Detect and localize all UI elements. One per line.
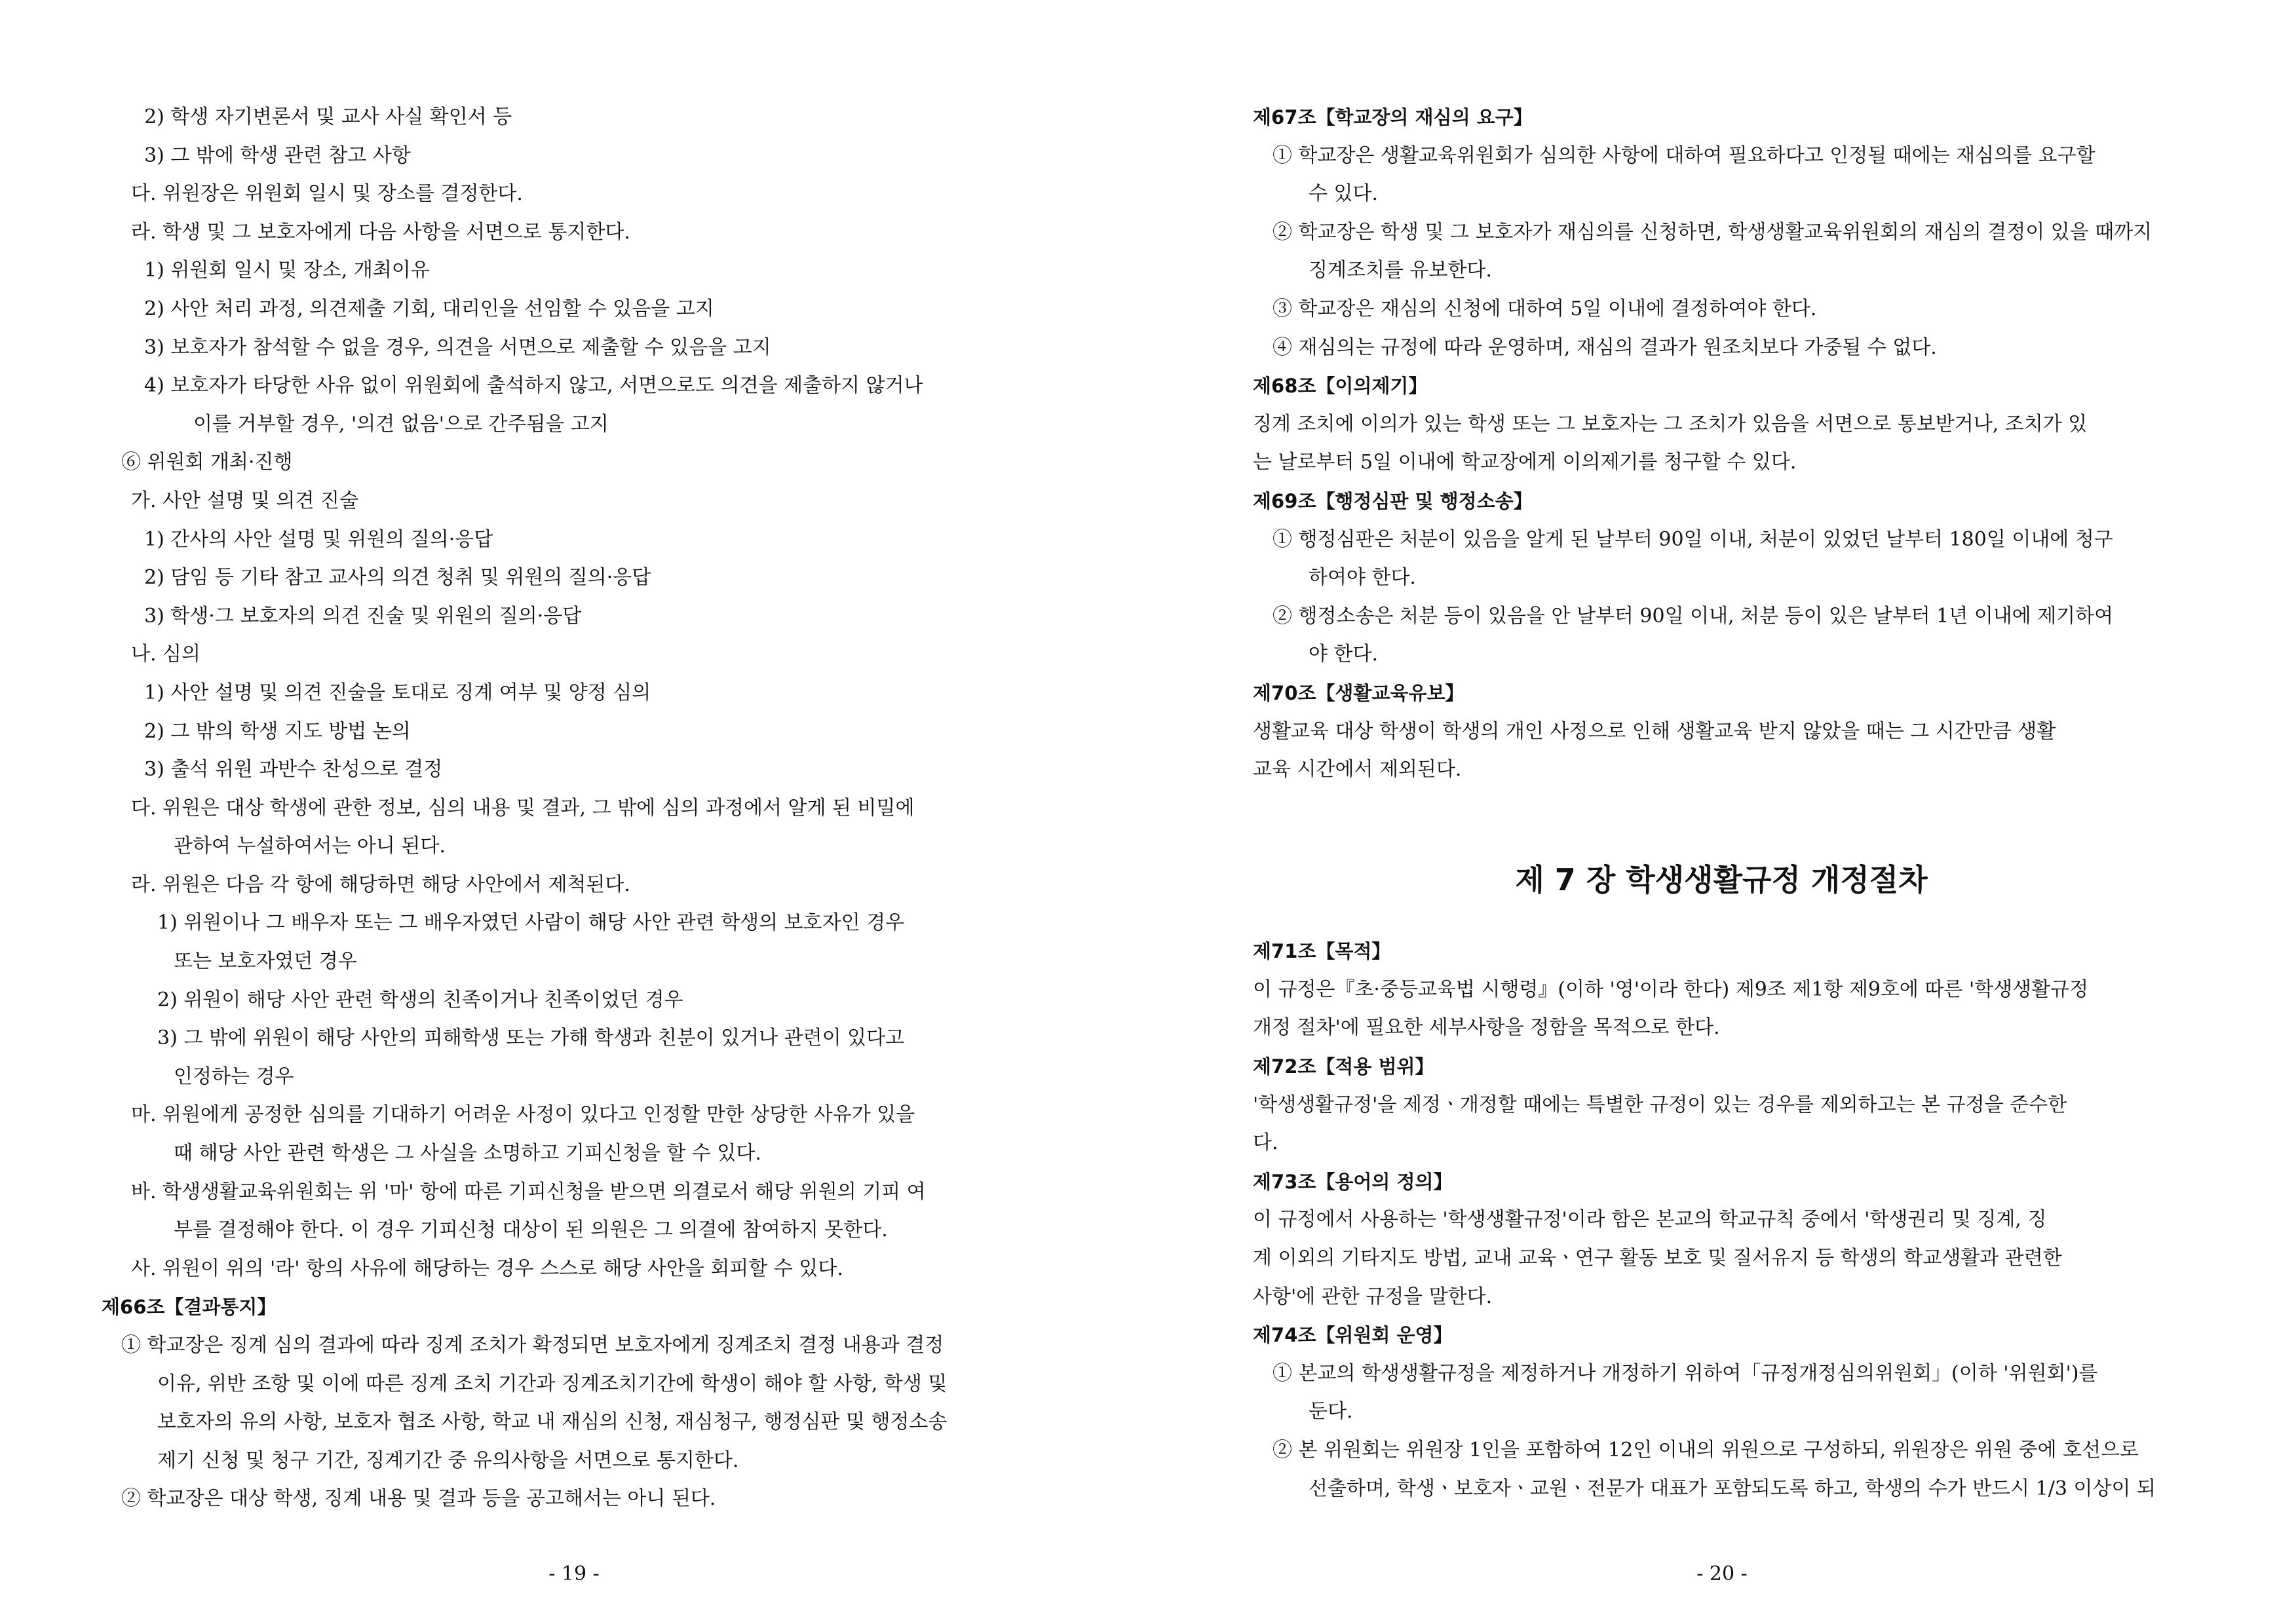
- text-line: 는 날로부터 5일 이내에 학교장에게 이의제기를 청구할 수 있다.: [1253, 451, 1797, 474]
- text-line: ① 행정심판은 처분이 있음을 알게 된 날부터 90일 이내, 처분이 있었던 날부터 180일 이내에 청구: [1272, 527, 2113, 551]
- article-heading: 제70조【생활교육유보】: [1253, 681, 1464, 704]
- article-heading: 제67조【학교장의 재심의 요구】: [1253, 106, 1533, 128]
- text-line: 생활교육 대상 학생이 학생의 개인 사정으로 인해 생활교육 받지 않았을 때는 그 시간만큼 생활: [1253, 719, 2056, 743]
- text-line: '학생생활규정'을 제정ㆍ개정할 때에는 특별한 규정이 있는 경우를 제외하고는 본 규정을 준수한: [1253, 1093, 2067, 1116]
- text-line: ② 행정소송은 처분 등이 있음을 안 날부터 90일 이내, 처분 등이 있은 날부터 1년 이내에 제기하여: [1272, 604, 2114, 628]
- text-line: ② 학교장은 대상 학생, 징계 내용 및 결과 등을 공고해서는 아니 된다.: [121, 1487, 716, 1511]
- text-line: 인정하는 경우: [174, 1065, 294, 1088]
- text-line: 3) 보호자가 참석할 수 없을 경우, 의견을 서면으로 제출할 수 있음을 고지: [144, 335, 771, 359]
- articles-71-74: [1253, 932, 2190, 1508]
- text-line: 3) 그 밖에 학생 관련 참고 사항: [144, 143, 411, 167]
- text-line: 징계 조치에 이의가 있는 학생 또는 그 보호자는 그 조치가 있음을 서면으로 통보받거나, 조치가 있: [1253, 412, 2088, 436]
- text-line: 둔다.: [1309, 1400, 1353, 1424]
- text-line: 나. 심의: [131, 643, 201, 666]
- text-line: 사. 위원이 위의 '라' 항의 사유에 해당하는 경우 스스로 해당 사안을 회피할 수 있다.: [131, 1256, 843, 1280]
- page-19-body: [102, 98, 1058, 1519]
- page-number: - 20 -: [1696, 1562, 1748, 1585]
- text-line: 라. 위원은 다음 각 항에 해당하면 해당 사안에서 제척된다.: [131, 873, 630, 896]
- text-line: 관하여 누설하여서는 아니 된다.: [174, 835, 446, 858]
- text-line: 다. 위원은 대상 학생에 관한 정보, 심의 내용 및 결과, 그 밖에 심의 과정에서 알게 된 비밀에: [131, 796, 915, 820]
- text-line: 계 이외의 기타지도 방법, 교내 교육ㆍ연구 활동 보호 및 질서유지 등 학생의 학교생활과 관련한: [1253, 1247, 2062, 1270]
- text-line: ② 본 위원회는 위원장 1인을 포함하여 12인 이내의 위원으로 구성하되, 위원장은 위원 중에 호선으로: [1272, 1439, 2139, 1462]
- text-line: 2) 사안 처리 과정, 의견제출 기회, 대리인을 선임할 수 있음을 고지: [144, 297, 714, 320]
- text-line: 1) 위원이나 그 배우자 또는 그 배우자였던 사람이 해당 사안 관련 학생의 보호자인 경우: [157, 911, 905, 935]
- text-line: 이유, 위반 조항 및 이에 따른 징계 조치 기간과 징계조치기간에 학생이 해야 할 사항, 학생 및: [157, 1372, 947, 1395]
- article-heading: 제71조【목적】: [1253, 940, 1391, 963]
- text-line: 2) 담임 등 기타 참고 교사의 의견 청취 및 위원의 질의·응답: [144, 566, 651, 590]
- text-line: 개정 절차'에 필요한 세부사항을 정함을 목적으로 한다.: [1253, 1016, 1720, 1040]
- text-line: 1) 사안 설명 및 의견 진술을 토대로 징계 여부 및 양정 심의: [144, 681, 651, 704]
- text-line: 2) 학생 자기변론서 및 교사 사실 확인서 등: [144, 105, 512, 128]
- text-line: 이를 거부할 경우, '의견 없음'으로 간주됨을 고지: [193, 412, 609, 436]
- text-line: ① 학교장은 징계 심의 결과에 따라 징계 조치가 확정되면 보호자에게 징계조치 결정 내용과 결정: [121, 1334, 944, 1357]
- text-line: 부를 결정해야 한다. 이 경우 기피신청 대상이 된 의원은 그 의결에 참여하지 못한다.: [174, 1218, 888, 1242]
- text-line: 1) 위원회 일시 및 장소, 개최이유: [144, 259, 430, 282]
- page-number: - 19 -: [548, 1562, 600, 1585]
- text-line: 이 규정은『초·중등교육법 시행령』(이하 '영'이라 한다) 제9조 제1항 제9호에 따른 '학생생활규정: [1253, 977, 2089, 1001]
- text-line: ① 본교의 학생생활규정을 제정하거나 개정하기 위하여「규정개정심의위원회」(이하 '위원회')를: [1272, 1361, 2098, 1385]
- text-line: 4) 보호자가 타당한 사유 없이 위원회에 출석하지 않고, 서면으로도 의견을 제출하지 않거나: [144, 374, 923, 398]
- text-line: 야 한다.: [1309, 643, 1379, 666]
- text-line: 2) 위원이 해당 사안 관련 학생의 친족이거나 친족이었던 경우: [157, 988, 683, 1011]
- text-line: 선출하며, 학생ㆍ보호자ㆍ교원ㆍ전문가 대표가 포함되도록 하고, 학생의 수가 반드시 1/3 이상이 되: [1309, 1477, 2156, 1500]
- text-line: 마. 위원에게 공정한 심의를 기대하기 어려운 사정이 있다고 인정할 만한 상당한 사유가 있을: [131, 1103, 915, 1127]
- text-line: 1) 간사의 사안 설명 및 위원의 질의·응답: [144, 527, 493, 551]
- text-line: 라. 학생 및 그 보호자에게 다음 사항을 서면으로 통지한다.: [131, 220, 630, 244]
- text-line: 또는 보호자였던 경우: [174, 950, 357, 973]
- article-heading: 제69조【행정심판 및 행정소송】: [1253, 489, 1533, 512]
- text-line: 징계조치를 유보한다.: [1309, 259, 1492, 282]
- text-line: 3) 출석 위원 과반수 찬성으로 결정: [144, 758, 443, 782]
- text-line: 3) 학생·그 보호자의 의견 진술 및 위원의 질의·응답: [144, 604, 582, 628]
- articles-67-70: [1253, 98, 2190, 789]
- text-line: 교육 시간에서 제외된다.: [1253, 758, 1462, 782]
- text-line: 보호자의 유의 사항, 보호자 협조 사항, 학교 내 재심의 신청, 재심청구, 행정심판 및 행정소송: [157, 1410, 947, 1434]
- text-line: 2) 그 밖의 학생 지도 방법 논의: [144, 719, 411, 743]
- text-line: 3) 그 밖에 위원이 해당 사안의 피해학생 또는 가해 학생과 친분이 있거나 관련이 있다고: [157, 1027, 905, 1050]
- text-line: ③ 학교장은 재심의 신청에 대하여 5일 이내에 결정하여야 한다.: [1272, 297, 1817, 320]
- article-heading: 제73조【용어의 정의】: [1253, 1170, 1453, 1193]
- text-line: 하여야 한다.: [1309, 566, 1416, 590]
- chapter-title: 제 7 장 학생생활규정 개정절차: [1515, 862, 1928, 898]
- text-line: 가. 사안 설명 및 의견 진술: [131, 489, 359, 512]
- page-20: [1148, 0, 2296, 1624]
- text-line: 사항'에 관한 규정을 말한다.: [1253, 1285, 1493, 1308]
- article-heading: 제68조【이의제기】: [1253, 375, 1428, 398]
- text-line: 바. 학생생활교육위원회는 위 '마' 항에 따른 기피신청을 받으면 의결로서 해당 위원의 기피 여: [131, 1180, 926, 1203]
- text-line: 다. 위원장은 위원회 일시 및 장소를 결정한다.: [131, 182, 523, 206]
- text-line: ⑥ 위원회 개최·진행: [121, 451, 293, 474]
- text-line: ① 학교장은 생활교육위원회가 심의한 사항에 대하여 필요하다고 인정될 때에는 재심의를 요구할: [1272, 143, 2095, 167]
- text-line: 다.: [1253, 1131, 1278, 1155]
- text-line: 수 있다.: [1309, 182, 1379, 206]
- text-line: ④ 재심의는 규정에 따라 운영하며, 재심의 결과가 원조치보다 가중될 수 없다.: [1272, 335, 1937, 359]
- text-line: 이 규정에서 사용하는 '학생생활규정'이라 함은 본교의 학교규칙 중에서 '학생권리 및 징계, 징: [1253, 1208, 2047, 1232]
- article-heading: 제72조【적용 범위】: [1253, 1055, 1434, 1078]
- text-line: 때 해당 사안 관련 학생은 그 사실을 소명하고 기피신청을 할 수 있다.: [174, 1142, 761, 1165]
- article-heading: 제74조【위원회 운영】: [1253, 1324, 1453, 1347]
- article-heading: 제66조【결과통지】: [102, 1296, 277, 1319]
- text-line: ② 학교장은 학생 및 그 보호자가 재심의를 신청하면, 학생생활교육위원회의 재심의 결정이 있을 때까지: [1272, 220, 2152, 244]
- text-line: 제기 신청 및 청구 기간, 징계기간 중 유의사항을 서면으로 통지한다.: [157, 1448, 739, 1472]
- page-20-body: [1253, 98, 2190, 1508]
